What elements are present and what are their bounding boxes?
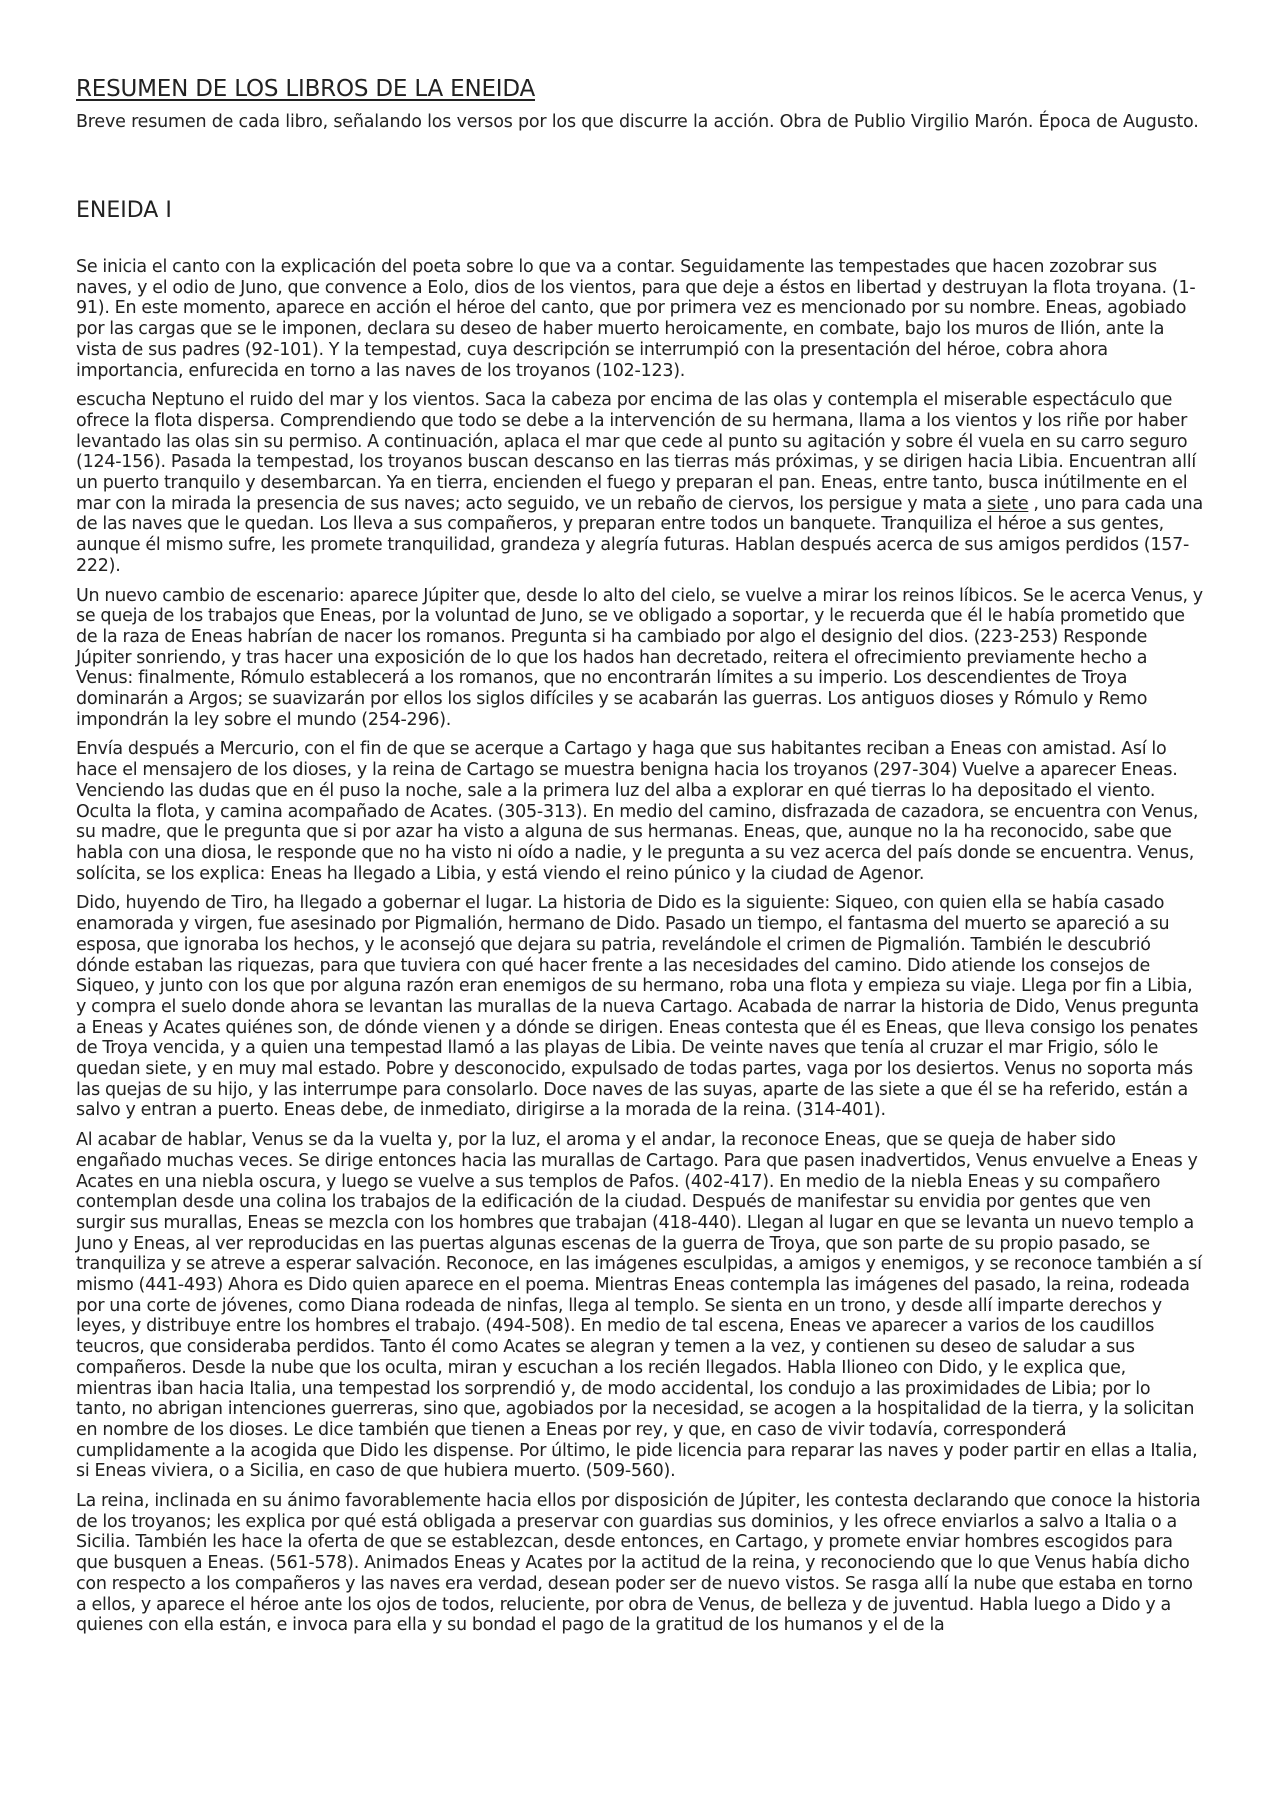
paragraph-4: Envía después a Mercurio, con el fin de que se acerque a Cartago y haga que sus habitantes reciban a Eneas con amistad. Así lo hace el mensajero de los dioses, y la reina de Cartago se muestra benigna hacia los troyanos (297-304) Vuelve a aparecer Eneas. Venciendo las dudas que en él puso la noche, sale a la primera luz del alba a explorar en qué tierras lo ha depositado el viento. Oculta la flota, y camina acompañado de Acates. (305-313). En medio del camino, disfrazada de cazadora, se encuentra con Venus, su madre, que le pregunta que si por azar ha visto a alguna de sus hermanas. Eneas, que, aunque no la ha reconocido, sabe que habla con una diosa, le responde que no ha visto ni oído a nadie, y le pregunta a su vez acerca del país donde se encuentra. Venus, solícita, se los explica: Eneas ha llegado a Libia, y está viendo el reino púnico y la ciudad de Agenor. bbox=[76, 739, 1199, 884]
paragraph-3: Un nuevo cambio de escenario: aparece Júpiter que, desde lo alto del cielo, se vuelve a mirar los reinos líbicos. Se le acerca Venus, y se queja de los trabajos que Eneas, por la voluntad de Juno, se ve obligado a soportar, y le recuerda que él le había prometido que de la raza de Eneas habrían de nacer los romanos. Pregunta si ha cambiado por algo el designio del dios. (223-253) Responde Júpiter sonriendo, y tras hacer una exposición de lo que los hados han decretado, reitera el ofrecimiento previamente hecho a Venus: finalmente, Rómulo establecerá a los romanos, que no encontrarán límites a su imperio. Los descendientes de Troya dominarán a Argos; se suavizarán por ellos los siglos difíciles y se acabarán las guerras. Los antiguos dioses y Rómulo y Remo impondrán la ley sobre el mundo (254-296). bbox=[76, 585, 1203, 730]
paragraph-2-continuation: uno para cada una de las naves que le quedan. Los lleva a sus compañeros, y preparan entre todos un banquete. Tranquiliza el héroe a sus gentes, aunque él mismo sufre, les promete tranquilidad, grandeza y alegría futuras. Hablan después acerca de sus amigos perdidos (157-222). bbox=[76, 493, 1203, 576]
paragraph-6: Al acabar de hablar, Venus se da la vuelta y, por la luz, el aroma y el andar, la reconoce Eneas, que se queja de haber sido engañado muchas veces. Se dirige entonces hacia las murallas de Cartago. Para que pasen inadvertidos, Venus envuelve a Eneas y Acates en una niebla oscura, y luego se vuelve a sus templos de Pafos. (402-417). En medio de la niebla Eneas y su compañero contemplan desde una colina los trabajos de la edificación de la ciudad. Después de manifestar su envidia por gentes que ven surgir sus murallas, Eneas se mezcla con los hombres que trabajan (418-440). Llegan al lugar en que se levanta un nuevo templo a Juno y Eneas, al ver reproducidas en las puertas algunas escenas de la guerra de Troya, que son parte de su propio pasado, se tranquiliza y se atreve a esperar salvación. Reconoce, en las imágenes esculpidas, a amigos y enemigos, y se reconoce también a sí mismo (441-493) Ahora es Dido quien aparece en el poema. Mientras Eneas contempla las imágenes del pasado, la reina, rodeada por una corte de jóvenes, como Diana rodeada de ninfas, llega al templo. Se sienta en un trono, y desde allí imparte derechos y leyes, y distribuye entre los hombres el trabajo. (494-508). En medio de tal escena, Eneas ve aparecer a varios de los caudillos teucros, que consideraba perdidos. Tanto él como Acates se alegran y temen a la vez, y contienen su deseo de saludar a sus compañeros. Desde la nube que los oculta, miran y escuchan a los recién llegados. Habla Ilioneo con Dido, y le explica que, mientras iban hacia Italia, una tempestad los sorprendió y, de modo accidental, los condujo a las proximidades de Libia; por lo tanto, no abrigan intenciones guerreras, sino que, agobiados por la necesidad, se acogen a la hospitalidad de la tierra, y la solicitan en nombre de los dioses. Le dice también que tienen a Eneas por rey, y que, en caso de vivir todavía, corresponderá cumplidamente a la acogida que Dido les dispense. Por último, le pide licencia para reparar las naves y poder partir en ellas a Italia, si Eneas viviera, o a Sicilia, en caso de que hubiera muerto. (509-560). bbox=[76, 1130, 1202, 1482]
paragraph-2 bbox=[76, 390, 1204, 576]
underlined-word: siete bbox=[987, 493, 1029, 514]
paragraph-1: Se inicia el canto con la explicación del poeta sobre lo que va a contar. Seguidamente las tempestades que hacen zozobrar sus naves, y el odio de Juno, que convence a Eolo, dios de los vientos, para que deje a éstos en libertad y destruyan la flota troyana. (1-91). En este momento, aparece en acción el héroe del canto, que por primera vez es mencionado por su nombre. Eneas, agobiado por las cargas que se le imponen, declara su deseo de haber muerto heroicamente, en combate, bajo los muros de Ilión, ante la vista de sus padres (92-101). Y la tempestad, cuya descripción se interrumpió con la presentación del héroe, cobra ahora importancia, enfurecida en torno a las naves de los troyanos (102-123). bbox=[76, 257, 1196, 381]
document-subtitle: Breve resumen de cada libro, señalando los versos por los que discurre la acción. Obra de Publio Virgilio Marón. Época de Augusto. bbox=[76, 112, 1199, 132]
paragraph-5: Dido, huyendo de Tiro, ha llegado a gobernar el lugar. La historia de Dido es la siguiente: Siqueo, con quien ella se había casado enamorada y virgen, fue asesinado por Pigmalión, hermano de Dido. Pasado un tiempo, el fantasma del muerto se apareció a su esposa, que ignoraba los hechos, y le aconsejó que dejara su patria, revelándole el crimen de Pigmalión. También le descubrió dónde estaban las riquezas, para que tuviera con qué hacer frente a las necesidades del camino. Dido atiende los consejos de Siqueo, y junto con los que por alguna razón eran enemigos de su hermano, roba una flota y empieza su viaje. Llega por fin a Libia, y compra el suelo donde ahora se levantan las murallas de la nueva Cartago. Acabada de narrar la historia de Dido, Venus pregunta a Eneas y Acates quiénes son, de dónde vienen y a dónde se dirigen. Eneas contesta que él es Eneas, que lleva consigo los penates de Troya vencida, y a quien una tempestad llamó a las playas de Libia. De veinte naves que tenía al cruzar el mar Frigio, sólo le quedan siete, y en muy mal estado. Pobre y desconocido, expulsado de todas partes, vaga por los desiertos. Venus no soporta más las quejas de su hijo, y las interrumpe para consolarlo. Doce naves de las suyas, aparte de las siete a que él se ha referido, están a salvo y entran a puerto. Eneas debe, de inmediato, dirigirse a la morada de la reina. (314-401). bbox=[76, 893, 1199, 1121]
underlined-punctuation: , bbox=[1033, 493, 1039, 514]
document-title: RESUMEN DE LOS LIBROS DE LA ENEIDA bbox=[76, 76, 536, 102]
paragraph-2-text: escucha Neptuno el ruido del mar y los vientos. Saca la cabeza por encima de las olas y contempla el miserable espectáculo que ofrece la flota dispersa. Comprendiendo que todo se debe a la intervención de su hermana, llama a los vientos y los riñe por haber levantado las olas sin su permiso. A continuación, aplaca el mar que cede al punto su agitación y sobre él vuela en su carro seguro (124-156). Pasada la tempestad, los troyanos buscan descanso en las tierras más próximas, y se dirigen hacia Libia. Encuentran allí un puerto tranquilo y desembarcan. Ya en tierra, encienden el fuego y preparan el pan. Eneas, entre tanto, busca inútilmente en el mar con la mirada la presencia de sus naves; acto seguido, ve un rebaño de ciervos, los persigue y mata a bbox=[76, 390, 1196, 514]
section-title: ENEIDA I bbox=[76, 198, 172, 223]
paragraph-7: La reina, inclinada en su ánimo favorablemente hacia ellos por disposición de Júpiter, les contesta declarando que conoce la historia de los troyanos; les explica por qué está obligada a preservar con guardias sus dominios, y les ofrece enviarlos a salvo a Italia o a Sicilia. También les hace la oferta de que se establezcan, desde entonces, en Cartago, y promete enviar hombres escogidos para que busquen a Eneas. (561-578). Animados Eneas y Acates por la actitud de la reina, y reconociendo que lo que Venus había dicho con respecto a los compañeros y las naves era verdad, desean poder ser de nuevo vistos. Se rasga allí la nube que estaba en torno a ellos, y aparece el héroe ante los ojos de todos, reluciente, por obra de Venus, de belleza y de juventud. Habla luego a Dido y a quienes con ella están, e invoca para ella y su bondad el pago de la gratitud de los humanos y el de la bbox=[76, 1491, 1201, 1636]
